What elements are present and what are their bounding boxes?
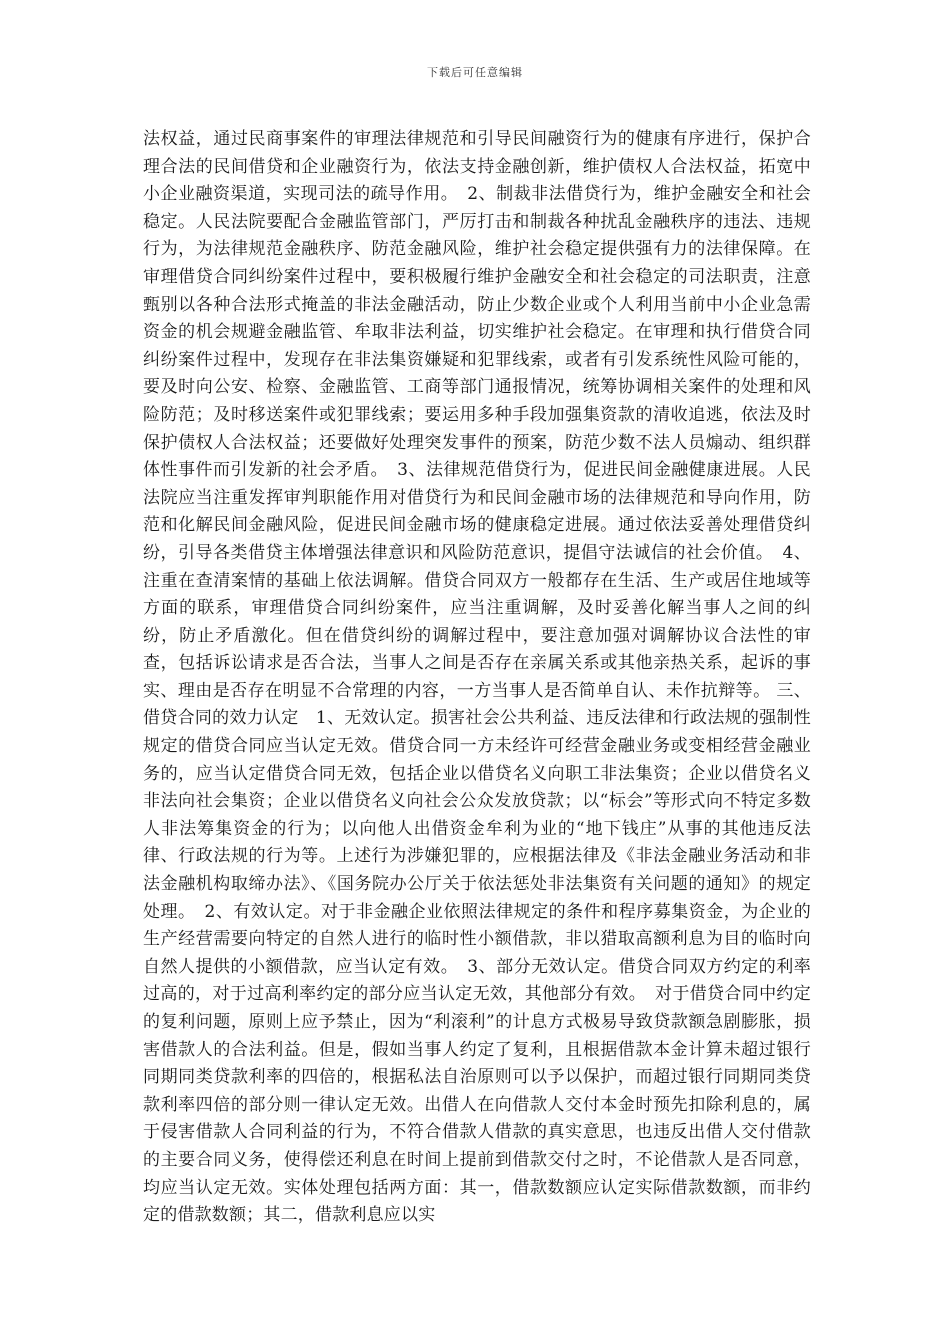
page-header: 下载后可任意编辑 xyxy=(427,66,523,79)
document-body-text: 法权益，通过民商事案件的审理法律规范和引导民间融资行为的健康有序进行，保护合理合法的民间借贷和企业融资行为，依法支持金融创新，维护债权人合法权益，拓宽中小企业融资渠道，实现司法的疏导作用。 2、制裁非法借贷行为，维护金融安全和社会稳定。人民法院要配合金融监管部门，严厉打击和制裁各种扰乱金融秩序的违法、违规行为，为法律规范金融秩序、防范金融风险，维护社会稳定提供强有力的法律保障。在审理借贷合同纠纷案件过程中，要积极履行维护金融安全和社会稳定的司法职责，注意甄别以各种合法形式掩盖的非法金融活动，防止少数企业或个人利用当前中小企业急需资金的机会规避金融监管、牟取非法利益，切实维护社会稳定。在审理和执行借贷合同纠纷案件过程中，发现存在非法集资嫌疑和犯罪线索，或者有引发系统性风险可能的，要及时向公安、检察、金融监管、工商等部门通报情况，统筹协调相关案件的处理和风险防范；及时移送案件或犯罪线索；要运用多种手段加强集资款的清收追逃，依法及时保护债权人合法权益；还要做好处理突发事件的预案，防范少数不法人员煽动、组织群体性事件而引发新的社会矛盾。 3、法律规范借贷行为，促进民间金融健康进展。人民法院应当注重发挥审判职能作用对借贷行为和民间金融市场的法律规范和导向作用，防范和化解民间金融风险，促进民间金融市场的健康稳定进展。通过依法妥善处理借贷纠纷，引导各类借贷主体增强法律意识和风险防范意识，提倡守法诚信的社会价值。 4、注重在查清案情的基础上依法调解。借贷合同双方一般都存在生活、生产或居住地域等方面的联系，审理借贷合同纠纷案件，应当注重调解，及时妥善化解当事人之间的纠纷，防止矛盾激化。但在借贷纠纷的调解过程中，要注意加强对调解协议合法性的审查，包括诉讼请求是否合法，当事人之间是否存在亲属关系或其他亲热关系，起诉的事实、理由是否存在明显不合常理的内容，一方当事人是否简单自认、未作抗辩等。 三、借贷合同的效力认定 1、无效认定。损害社会公共利益、违反法律和行政法规的强制性规定的借贷合同应当认定无效。借贷合同一方未经许可经营金融业务或变相经营金融业务的，应当认定借贷合同无效，包括企业以借贷名义向职工非法集资；企业以借贷名义非法向社会集资；企业以借贷名义向社会公众发放贷款；以“标会”等形式向不特定多数人非法筹集资金的行为；以向他人出借资金牟利为业的“地下钱庄”从事的其他违反法律、行政法规的行为等。上述行为涉嫌犯罪的，应根据法律及《非法金融业务活动和非法金融机构取缔办法》、《国务院办公厅关于依法惩处非法集资有关问题的通知》的规定处理。 2、有效认定。对于非金融企业依照法律规定的条件和程序募集资金，为企业的生产经营需要向特定的自然人进行的临时性小额借款，非以猎取高额利息为目的临时向自然人提供的小额借款，应当认定有效。 3、部分无效认定。借贷合同双方约定的利率过高的，对于过高利率约定的部分应当认定无效，其他部分有效。 对于借贷合同中约定的复利问题，原则上应予禁止，因为“利滚利”的计息方式极易导致贷款额急剧膨胀，损害借款人的合法利益。但是，假如当事人约定了复利，且根据借款本金计算未超过银行同期同类贷款利率的四倍的，根据私法自治原则可以予以保护，而超过银行同期同类贷款利率四倍的部分则一律认定无效。出借人在向借款人交付本金时预先扣除利息的，属于侵害借款人合同利益的行为，不符合借款人借款的真实意思，也违反出借人交付借款的主要合同义务，使得偿还利息在时间上提前到借款交付之时，不论借款人是否同意，均应当认定无效。实体处理包括两方面：其一，借款数额应认定实际借款数额，而非约定的借款数额；其二，借款利息应以实 xyxy=(143,129,811,1226)
